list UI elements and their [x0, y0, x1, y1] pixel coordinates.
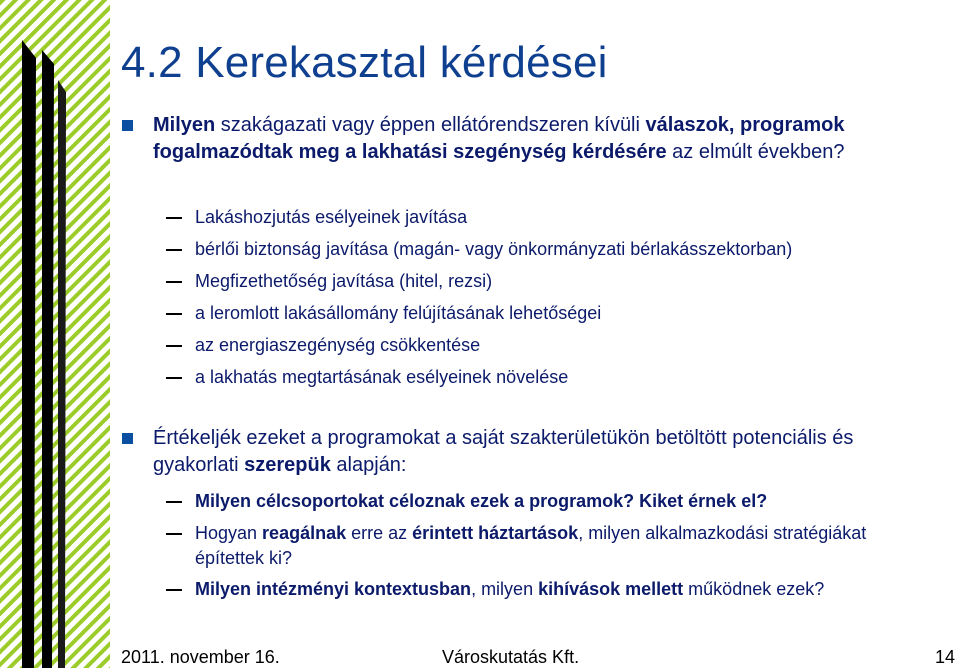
- sub2-2-text-2: erre az: [346, 523, 413, 543]
- q1-bold-1: Milyen: [153, 114, 216, 136]
- dash-icon: [166, 589, 182, 591]
- question-1: [153, 112, 893, 166]
- q1-bold-2: válaszok, programok fogalmazódtak meg a lakhatási szegénység kérdésére: [153, 114, 845, 163]
- dash-icon: [166, 217, 182, 219]
- decorative-stripe-band: [0, 0, 110, 668]
- sub1-item: Lakáshozjutás esélyeinek javítása: [195, 207, 468, 227]
- dash-icon: [166, 281, 182, 283]
- dash-icon: [166, 377, 182, 379]
- footer-organization: Városkutatás Kft.: [442, 647, 580, 667]
- dash-icon: [166, 345, 182, 347]
- sub1-item: az energiaszegénység csökkentése: [195, 335, 481, 355]
- sub2-2-bold-2: érintett háztartások: [412, 523, 579, 543]
- q2-text-1: Értékeljék ezeket a programokat a saját szakterületükön betöltött potenciális és gyakorlati: [153, 427, 854, 476]
- dash-icon: [166, 501, 182, 503]
- sub1-item: Megfizethetőség javítása (hitel, rezsi): [195, 271, 493, 291]
- sub2-3-text-2: működnek ezek?: [683, 579, 825, 599]
- sub2-2-text-1: Hogyan: [195, 523, 263, 543]
- sub1-item: a lakhatás megtartásának esélyeinek növelése: [195, 367, 569, 387]
- bullet-square-icon: [122, 120, 133, 131]
- dash-icon: [166, 313, 182, 315]
- dash-icon: [166, 249, 182, 251]
- sub2-3-text-1: , milyen: [471, 579, 539, 599]
- q1-text-2: az elmúlt években?: [666, 141, 845, 163]
- q2-bold-1: szerepük: [244, 454, 331, 476]
- page-title: 4.2 Kerekasztal kérdései: [121, 38, 608, 87]
- sub2-3-bold-1: Milyen intézményi kontextusban: [195, 579, 472, 599]
- q1-text-1: szakágazati vagy éppen ellátórendszeren kívüli: [215, 114, 646, 136]
- sub2-item-3: [195, 577, 905, 602]
- sub2-item-1: [195, 489, 940, 514]
- sub1-item: a leromlott lakásállomány felújításának lehetőségei: [195, 303, 602, 323]
- sub2-2-bold-1: reagálnak: [262, 523, 347, 543]
- sub2-1-text: Milyen célcsoportokat céloznak ezek a programok? Kiket érnek el?: [195, 491, 768, 511]
- dash-icon: [166, 533, 182, 535]
- question-2: [153, 425, 873, 479]
- sub2-2-text-3: , milyen alkalmazkodási stratégiákat építettek ki?: [195, 523, 867, 568]
- sub2-3-bold-2: kihívások mellett: [538, 579, 684, 599]
- bullet-square-icon: [122, 433, 133, 444]
- sub1-item: bérlői biztonság javítása (magán- vagy önkormányzati bérlakásszektorban): [195, 239, 793, 259]
- q2-text-2: alapján:: [330, 454, 407, 476]
- footer-page-number: 14: [935, 647, 956, 667]
- sub2-item-2: [195, 521, 905, 571]
- footer-date: 2011. november 16.: [121, 647, 280, 667]
